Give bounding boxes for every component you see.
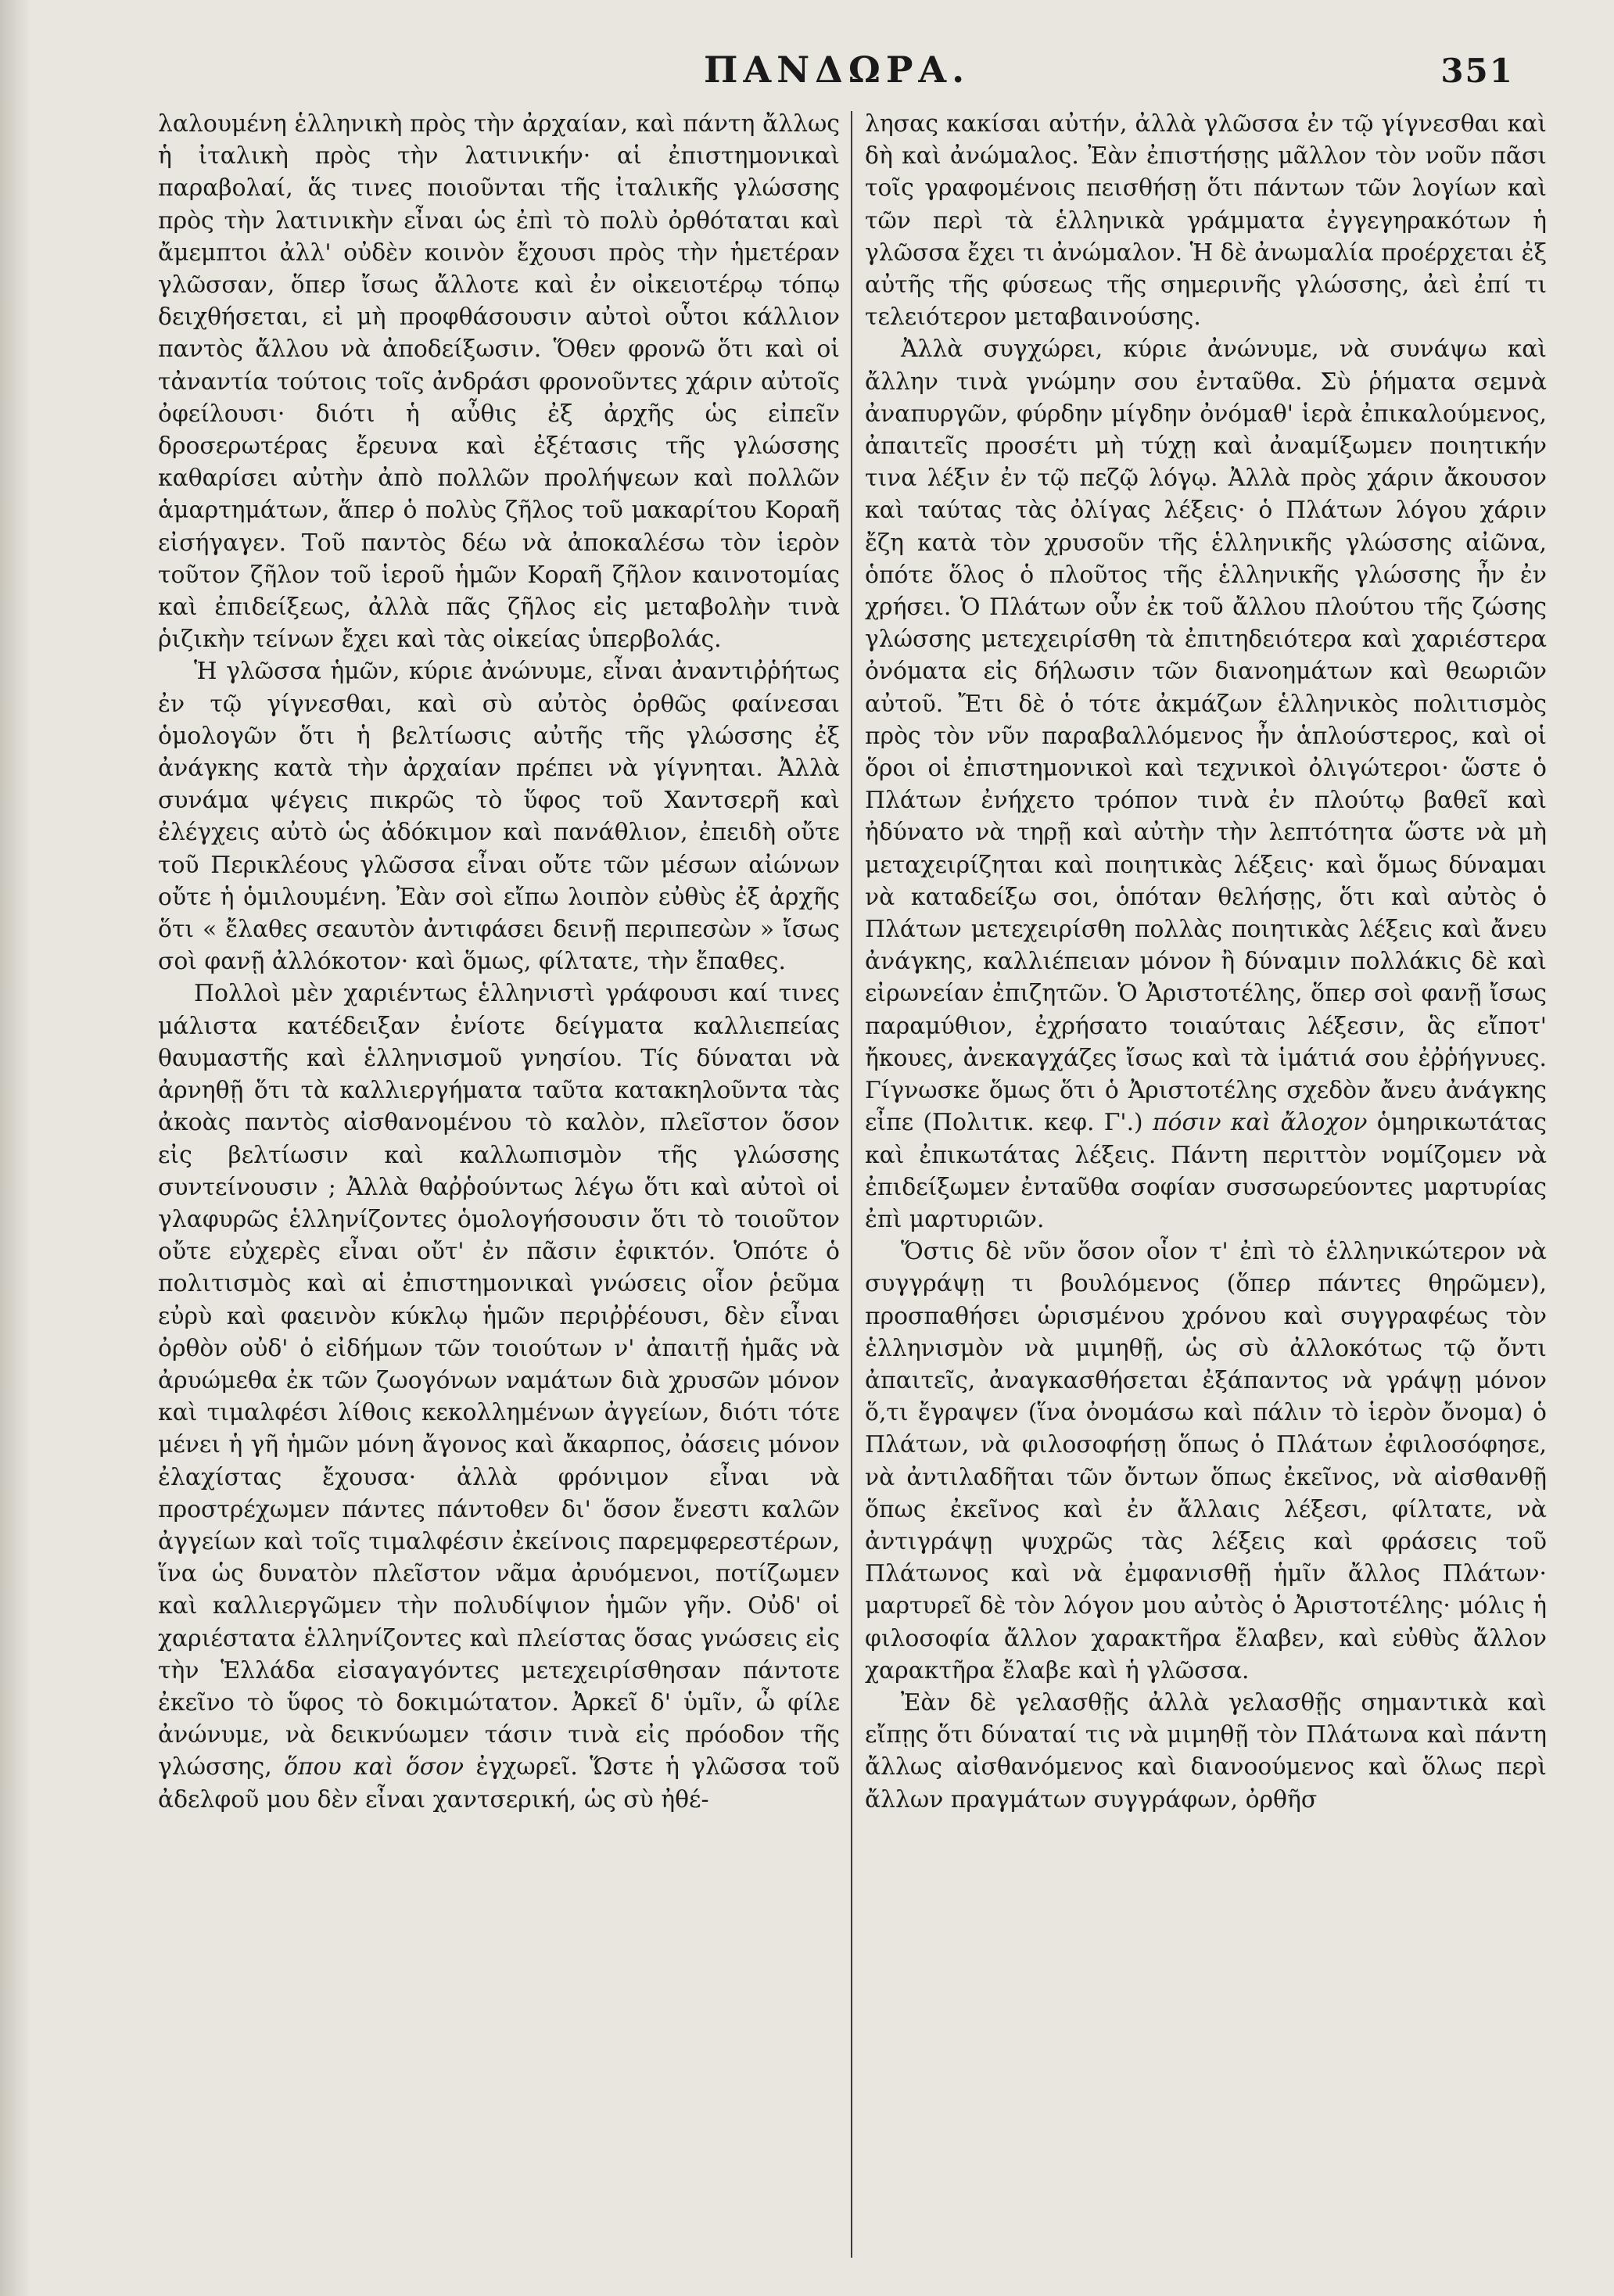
paragraph: [158, 978, 840, 1815]
paragraph: λαλουμένη ἑλληνικὴ πρὸς τὴν ἀρχαίαν, καὶ πάντη ἄλλως ἡ ἰταλικὴ πρὸς τὴν λατινικήν· αἱ ἐπιστημονικαὶ παραβολαί, ἅς τινες ποιοῦνται τῆς ἰταλικῆς γλώσσης πρὸς τὴν λατινικὴν εἶναι ὡς ἐπὶ τὸ πολὺ ὀρθόταται καὶ ἄμεμπτοι ἀλλ' οὐδὲν κοινὸν ἔχουσι πρὸς τὴν ἡμετέραν γλῶσσαν, ὅπερ ἴσως ἄλλοτε καὶ ἐν οἰκειοτέρῳ τόπῳ δειχθήσεται, εἰ μὴ προφθάσουσιν αὐτοὶ οὗτοι κάλλιον παντὸς ἄλλου νὰ ἀποδείξωσιν. Ὅθεν φρονῶ ὅτι καὶ οἱ τἀναντία τούτοις τοῖς ἀνδράσι φρονοῦντες χάριν αὐτοῖς ὀφείλουσι· διότι ἡ αὖθις ἐξ ἀρχῆς ὡς εἰπεῖν δροσερωτέρας ἔρευνα καὶ ἐξέτασις τῆς γλώσσης καθαρίσει αὐτὴν ἀπὸ πολλῶν προλήψεων καὶ πολλῶν ἁμαρτημάτων, ἅπερ ὁ πολὺς ζῆλος τοῦ μακαρίτου Κοραῆ εἰσήγαγεν. Τοῦ παντὸς δέω νὰ ἀποκαλέσω τὸν ἱερὸν τοῦτον ζῆλον τοῦ ἱεροῦ ἡμῶν Κοραῆ ζῆλον καινοτομίας καὶ ἐπιδείξεως, ἀλλὰ πᾶς ζῆλος εἰς μεταβολὴν τινὰ ῥιζικὴν τείνων ἔχει καὶ τὰς οἰκείας ὑπερβολάς.: [158, 110, 840, 654]
paragraph: Ὅστις δὲ νῦν ὅσον οἷον τ' ἐπὶ τὸ ἑλληνικώτερον νὰ συγγράψῃ τι βουλόμενος (ὅπερ πάντες θηρῶμεν), προσπαθήσει ὡρισμένου χρόνου καὶ συγγραφέως τὸν ἑλληνισμὸν νὰ μιμηθῇ, ὡς σὺ ἀλλοκότως τῷ ὄντι ἀπαιτεῖς, ἀναγκασθήσεται ἐξάπαντος νὰ γράψῃ μόνον ὅ,τι ἔγραψεν (ἵνα ὀνομάσω καὶ πάλιν τὸ ἱερὸν ὄνομα) ὁ Πλάτων, νὰ φιλοσοφήσῃ ὅπως ὁ Πλάτων ἐφιλοσόφησε, νὰ ἀντιλαδῆται τῶν ὄντων ὅπως ἐκεῖνος, νὰ αἰσθανθῇ ὅπως ἐκεῖνος καὶ ἐν ἄλλαις λέξεσι, φίλτατε, νὰ ἀντιγράψῃ ψυχρῶς τὰς λέξεις καὶ φράσεις τοῦ Πλάτωνος καὶ νὰ ἐμφανισθῇ ἡμῖν ἄλλος Πλάτων· μαρτυρεῖ δὲ τὸν λόγον μου αὐτὸς ὁ Ἀριστοτέλης· μόλις ἡ φιλοσοφία ἄλλον χαρακτῆρα ἔλαβεν, καὶ εὐθὺς ἄλλον χαρακτῆρα ἔλαβε καὶ ἡ γλῶσσα.: [865, 1238, 1547, 1684]
left-text-column: [158, 108, 840, 2251]
paragraph: [865, 333, 1547, 1236]
italic-phrase: ὅπου καὶ ὅσον: [284, 1753, 464, 1781]
paragraph-text: ἐγχωρεῖ. Ὥστε ἡ γλῶσσα τοῦ ἀδελφοῦ μου δὲν εἶναι χαντσερική, ὡς σὺ ἠθέ-: [158, 1753, 840, 1813]
paragraph: Ἐὰν δὲ γελασθῇς ἀλλὰ γελασθῇς σημαντικὰ καὶ εἴπῃς ὅτι δύναταί τις νὰ μιμηθῇ τὸν Πλάτωνα καὶ πάντη ἄλλως αἰσθανόμενος καὶ διανοούμενος καὶ ὅλως περὶ ἄλλων πραγμάτων συγγράφων, ὀρθῆσ: [865, 1688, 1547, 1813]
right-text-column: [865, 108, 1547, 2251]
column-divider: [851, 111, 852, 2258]
paragraph-text: ὁμηρικωτάτας καὶ ἐπικωτάτας λέξεις. Πάντη περιττὸν νομίζομεν νὰ ἐπιδείξωμεν ἐνταῦθα σοφίαν συσσωρεύοντες μαρτυρίας ἐπὶ μαρτυριῶν.: [865, 1109, 1547, 1233]
running-title: ΠΑΝΔΩΡΑ.: [704, 48, 970, 91]
page-number: 351: [1440, 52, 1514, 90]
page-header: [0, 48, 1614, 103]
paragraph: λησας κακίσαι αὐτήν, ἀλλὰ γλῶσσα ἐν τῷ γίγνεσθαι καὶ δὴ καὶ ἀνώμαλος. Ἐὰν ἐπιστήσῃς μᾶλλον τὸν νοῦν πᾶσι τοῖς γραφομένοις πεισθήσῃ ὅτι πάντων τῶν λογίων καὶ τῶν περὶ τὰ ἑλληνικὰ γράμματα ἐγγεγηρακότων ἡ γλῶσσα ἔχει τι ἀνώμαλον. Ἡ δὲ ἀνωμαλία προέρχεται ἐξ αὐτῆς τῆς φύσεως τῆς σημερινῆς γλώσσης, ἀεὶ ἐπί τι τελειότερον μεταβαινούσης.: [865, 110, 1547, 332]
paragraph-text: Ἀλλὰ συγχώρει, κύριε ἀνώνυμε, νὰ συνάψω καὶ ἄλλην τινὰ γνώμην σου ἐνταῦθα. Σὺ ῥήματα σεμνὰ ἀναπυργῶν, φύρδην μίγδην ὀνόμαθ' ἱερὰ ἐπικαλούμενος, ἀπαιτεῖς προσέτι μὴ τύχῃ καὶ ἀναμίξωμεν ποιητικήν τινα λέξιν ἐν τῷ πεζῷ λόγῳ. Ἀλλὰ πρὸς χάριν ἄκουσον καὶ ταύτας τὰς ὀλίγας λέξεις· ὁ Πλάτων λόγου χάριν ἔζη κατὰ τὸν χρυσοῦν τῆς ἑλληνικῆς γλώσσης αἰῶνα, ὁπότε ὅλος ὁ πλοῦτος τῆς ἑλληνικῆς γλώσσης ἦν ἐν χρήσει. Ὁ Πλάτων οὖν ἐκ τοῦ ἄλλου πλούτου τῆς ζώσης γλώσσης μετεχειρίσθη τὰ ἐπιτηδειότερα καὶ χαριέστερα ὀνόματα εἰς δήλωσιν τῶν διανοημάτων καὶ θεωριῶν αὐτοῦ. Ἔτι δὲ ὁ τότε ἀκμάζων ἑλληνικὸς πολιτισμὸς πρὸς τὸν νῦν παραβαλλόμενος ἦν ἁπλούστερος, καὶ οἱ ὅροι οἱ ἐπιστημονικοὶ καὶ τεχνικοὶ ὀλιγώτεροι· ὥστε ὁ Πλάτων ἐνήχετο τρόπον τινὰ ἐν πλούτῳ βαθεῖ καὶ ἠδύνατο νὰ τηρῇ καὶ αὐτὴν τὴν λεπτότητα ὥστε νὰ μὴ μεταχειρίζηται καὶ ποιητικὰς λέξεις· καὶ ὅμως δύναμαι νὰ καταδείξω σοι, ὁπόταν θελήσῃς, ὅτι καὶ αὐτὸς ὁ Πλάτων μετεχειρίσθη πολλὰς ποιητικὰς λέξεις καὶ ἄνευ ἀνάγκης, καλλιέπειαν μόνον ἢ δύναμιν πολλάκις δὲ καὶ εἰρωνείαν ἐπιζητῶν. Ὁ Ἀριστοτέλης, ὅπερ σοὶ φανῇ ἴσως παραμύθιον, ἐχρήσατο τοιαύταις λέξεσιν, ἃς εἴποτ' ἤκουες, ἀνεκαγχάζες ἴσως καὶ τὰ ἱμάτιά σου ἐῤῥήγνυες. Γίγνωσκε ὅμως ὅτι ὁ Ἀριστοτέλης σχεδὸν ἄνευ ἀνάγκης εἶπε (Πολιτικ. κεφ. Γ'.): [865, 335, 1547, 1137]
paragraph: Ἡ γλῶσσα ἡμῶν, κύριε ἀνώνυμε, εἶναι ἀναντιῤῥήτως ἐν τῷ γίγνεσθαι, καὶ σὺ αὐτὸς ὀρθῶς φαίνεσαι ὁμολογῶν ὅτι ἡ βελτίωσις αὐτῆς τῆς γλώσσης ἐξ ἀνάγκης κατὰ τὴν ἀρχαίαν πρέπει νὰ γίγνηται. Ἀλλὰ συνάμα ψέγεις πικρῶς τὸ ὕφος τοῦ Χαντσερῆ καὶ ἐλέγχεις αὐτὸ ὡς ἀδόκιμον καὶ πανάθλιον, ἐπειδὴ οὔτε τοῦ Περικλέους γλῶσσα εἶναι οὔτε τῶν μέσων αἰώνων οὔτε ἡ ὁμιλουμένη. Ἐὰν σοὶ εἴπω λοιπὸν εὐθὺς ἐξ ἀρχῆς ὅτι « ἔλαθες σεαυτὸν ἀντιφάσει δεινῇ περιπεσὼν » ἴσως σοὶ φανῇ ἀλλόκοτον· καὶ ὅμως, φίλτατε, τὴν ἔπαθες.: [158, 658, 840, 976]
page-spine-shadow: [0, 0, 31, 2296]
paragraph-text: Πολλοὶ μὲν χαριέντως ἑλληνιστὶ γράφουσι καί τινες μάλιστα κατέδειξαν ἐνίοτε δείγματα καλλιεπείας θαυμαστῆς καὶ ἑλληνισμοῦ γνησίου. Τίς δύναται νὰ ἀρνηθῇ ὅτι τὰ καλλιεργήματα ταῦτα κατακηλοῦντα τὰς ἀκοὰς παντὸς αἰσθανομένου τὸ καλὸν, πλεῖστον ὅσον εἰς βελτίωσιν καὶ καλλωπισμὸν τῆς γλώσσης συντείνουσιν ; Ἀλλὰ θαῤῥούντως λέγω ὅτι καὶ αὐτοὶ οἱ γλαφυρῶς ἑλληνίζοντες ὁμολογήσουσιν ὅτι τὸ τοιοῦτον οὔτε εὐχερὲς εἶναι οὔτ' ἐν πᾶσιν ἐφικτόν. Ὁπότε ὁ πολιτισμὸς καὶ αἱ ἐπιστημονικαὶ γνώσεις οἷον ῥεῦμα εὐρὺ καὶ φαεινὸν κύκλῳ ἡμῶν περιῤῥέουσι, δὲν εἶναι ὀρθὸν οὐδ' ὁ εἰδήμων τῶν τοιούτων ν' ἀπαιτῇ ἡμᾶς νὰ ἀρυώμεθα ἐκ τῶν ζωογόνων ναμάτων διὰ χρυσῶν μόνον καὶ τιμαλφέσι λίθοις κεκολλημένων ἀγγείων, διότι τότε μένει ἡ γῆ ἡμῶν μόνη ἄγονος καὶ ἄκαρπος, ὀάσεις μόνον ἐλαχίστας ἔχουσα· ἀλλὰ φρόνιμον εἶναι νὰ προστρέχωμεν πάντες πάντοθεν δι' ὅσον ἔνεστι καλῶν ἀγγείων καὶ τοῖς τιμαλφέσιν ἐκείνοις παρεμφερεστέρων, ἵνα ὡς δυνατὸν πλεῖστον νᾶμα ἀρυόμενοι, ποτίζωμεν καὶ καλλιεργῶμεν τὴν πολυδίψιον ἡμῶν γῆν. Οὐδ' οἱ χαριέστατα ἑλληνίζοντες καὶ πλείστας ὅσας γνώσεις εἰς τὴν Ἑλλάδα εἰσαγαγόντες μετεχειρίσθησαν πάντοτε ἐκεῖνο τὸ ὕφος τὸ δοκιμώτατον. Ἀρκεῖ δ' ὑμῖν, ὦ φίλε ἀνώνυμε, νὰ δεικνύωμεν τάσιν τινὰ εἰς πρόοδον τῆς γλώσσης,: [158, 980, 840, 1781]
italic-phrase: πόσιν καὶ ἄλοχον: [1152, 1109, 1368, 1137]
